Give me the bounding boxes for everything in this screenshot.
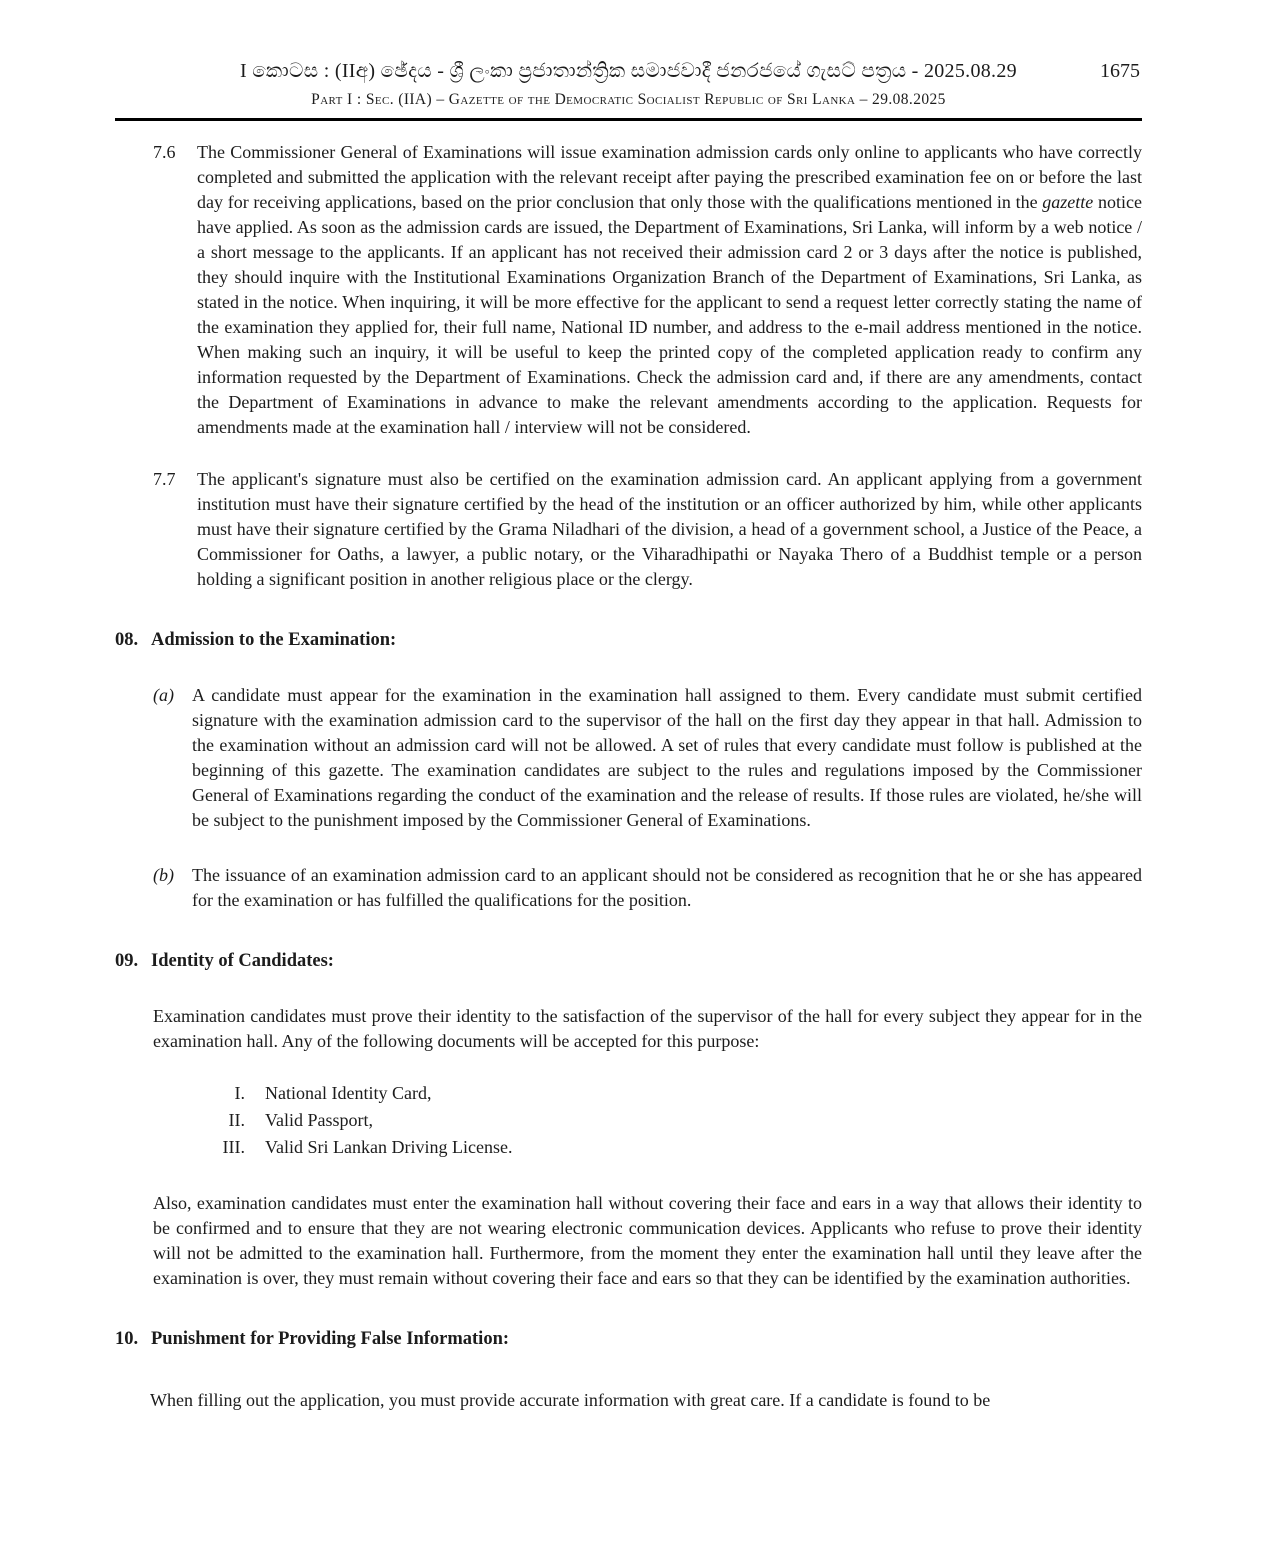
list-item bbox=[115, 1107, 1142, 1134]
section-7-6-text bbox=[197, 142, 1142, 437]
section-7-7-text: The applicant's signature must also be certified on the examination admission card. An applicant applying from a government institution must have their signature certified by the head of the institution or an officer authorized by him, while other applicants must have their signature certified by the Grama Niladhari of the division, a head of a government school, a Justice of the Peace, a Commissioner for Oaths, a lawyer, a public notary, or the Viharadhipathi or Nayaka Thero of a Buddhist temple or a person holding a significant position in another religious place or the clergy. bbox=[197, 469, 1142, 589]
section-7-6 bbox=[115, 140, 1142, 440]
section-7-6-text-part2: notice have applied. As soon as the admission cards are issued, the Department of Examinations, Sri Lanka, will inform by a web notice / a short message to the applicants. If an applicant has not received their admission card 2 or 3 days after the notice is published, they should inquire with the Institutional Examinations Organization Branch of the Department of Examinations, Sri Lanka, as stated in the notice. When inquiring, it will be more effective for the applicant to send a request letter correctly stating the name of the examination they applied for, their full name, National ID number, and address to the e-mail address mentioned in the notice. When making such an inquiry, it will be useful to keep the printed copy of the completed application ready to confirm any information requested by the Department of Examinations. Check the admission card and, if there are any amendments, contact the Department of Examinations in advance to make the relevant amendments according to the application. Requests for amendments made at the examination hall / interview will not be considered. bbox=[197, 192, 1142, 437]
item-b-text: The issuance of an examination admission card to an applicant should not be considered as recognition that he or she has appeared for the examination or has fulfilled the qualifications for the position. bbox=[192, 865, 1142, 910]
identity-document-list bbox=[115, 1080, 1142, 1161]
identity-intro-paragraph: Examination candidates must prove their identity to the satisfaction of the supervisor of the hall for every subject they appear for in the examination hall. Any of the following documents will be accepted for this purpose: bbox=[153, 1006, 1142, 1051]
section-7-7 bbox=[115, 467, 1142, 592]
header-title-english: Part I : Sec. (IIA) – Gazette of the Democratic Socialist Republic of Sri Lanka – 29.08.2025 bbox=[311, 91, 946, 108]
heading-09 bbox=[115, 949, 1142, 974]
list-item-text: National Identity Card, bbox=[265, 1083, 432, 1103]
list-item-text: Valid Sri Lankan Driving License. bbox=[265, 1137, 513, 1157]
heading-08-number: 08. bbox=[115, 630, 139, 650]
document-body bbox=[115, 140, 1142, 1413]
heading-09-number: 09. bbox=[115, 951, 139, 971]
identity-outro-paragraph: Also, examination candidates must enter the examination hall without covering their face and ears in a way that allows their identity to be confirmed and to ensure that they are not wearing electronic communication devices. Applicants who refuse to prove their identity will not be admitted to the examination hall. Furthermore, from the moment they enter the examination hall until they leave after the examination is over, they must remain without covering their face and ears so that they can be identified by the examination authorities. bbox=[153, 1193, 1142, 1288]
page-header bbox=[115, 56, 1142, 121]
list-item bbox=[115, 1134, 1142, 1161]
list-item-numeral: III. bbox=[222, 1137, 245, 1157]
heading-09-title: Identity of Candidates: bbox=[151, 951, 334, 971]
heading-10-title: Punishment for Providing False Information: bbox=[151, 1329, 510, 1349]
item-a-marker: (a) bbox=[153, 685, 174, 705]
header-rule bbox=[115, 118, 1142, 121]
heading-10 bbox=[115, 1327, 1142, 1352]
section-7-6-number: 7.6 bbox=[153, 142, 176, 162]
item-b-marker: (b) bbox=[153, 865, 174, 885]
list-item-numeral: I. bbox=[234, 1083, 245, 1103]
item-a bbox=[115, 683, 1142, 833]
item-b bbox=[115, 863, 1142, 913]
section-7-6-text-part1: The Commissioner General of Examinations will issue examination admission cards only online to applicants who have correctly completed and submitted the application with the relevant receipt after paying the prescribed examination fee on or before the last day for receiving applications, based on the prior conclusion that only those with the qualifications mentioned in the bbox=[197, 142, 1142, 212]
section-10-intro-paragraph: When filling out the application, you must provide accurate information with great care. If a candidate is found to be bbox=[150, 1390, 991, 1410]
section-7-7-number: 7.7 bbox=[153, 469, 176, 489]
list-item-text: Valid Passport, bbox=[265, 1110, 373, 1130]
heading-08 bbox=[115, 628, 1142, 653]
page-number: 1675 bbox=[1100, 60, 1140, 82]
section-7-6-italic-word: gazette bbox=[1042, 192, 1094, 212]
header-title-sinhala: I කොටස : (IIඅ) ඡේදය - ශ්‍රී ලංකා ප්‍රජාතාන්ත්‍රික සමාජවාදී ජනරජයේ ගැසට් පත්‍රය - 2025.08.29 bbox=[240, 60, 1017, 82]
heading-10-number: 10. bbox=[115, 1329, 139, 1349]
item-a-text: A candidate must appear for the examination in the examination hall assigned to them. Every candidate must submit certified signature with the examination admission card to the supervisor of the hall on the first day they appear in that hall. Admission to the examination without an admission card will not be allowed. A set of rules that every candidate must follow is published at the beginning of this gazette. The examination candidates are subject to the rules and regulations imposed by the Commissioner General of Examinations regarding the conduct of the examination and the release of results. If those rules are violated, he/she will be subject to the punishment imposed by the Commissioner General of Examinations. bbox=[192, 685, 1142, 830]
list-item-numeral: II. bbox=[228, 1110, 245, 1130]
heading-08-title: Admission to the Examination: bbox=[151, 630, 397, 650]
list-item bbox=[115, 1080, 1142, 1107]
